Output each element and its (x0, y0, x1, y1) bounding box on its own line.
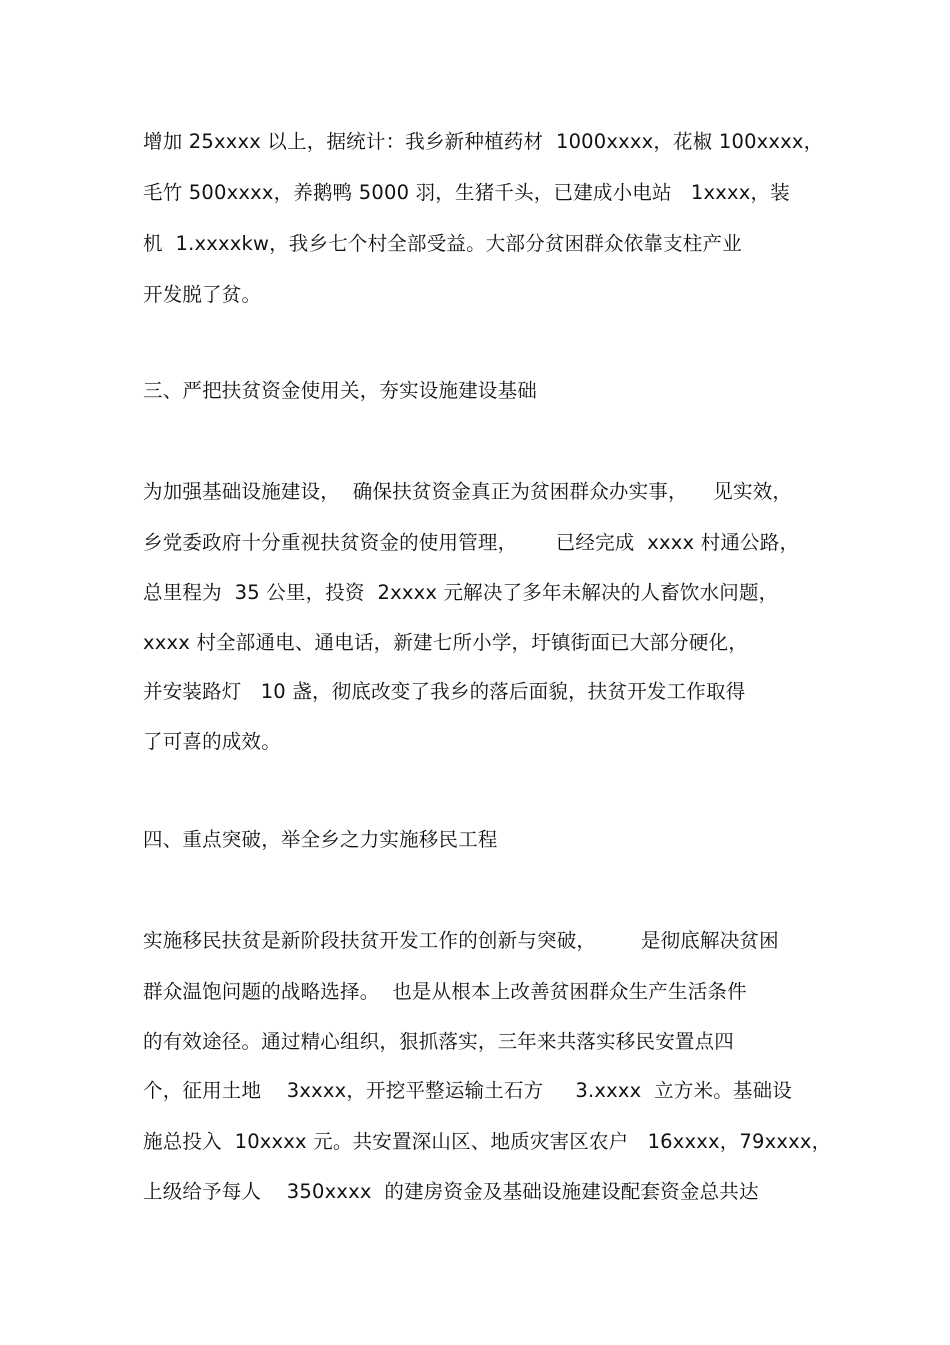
paragraph-3-line-3: 的有效途径。通过精心组织，狠抓落实，三年来共落实移民安置点四 (143, 1030, 735, 1053)
paragraph-2-line-6: 了可喜的成效。 (143, 730, 281, 753)
paragraph-3-line-4: 个，征用土地 3xxxx，开挖平整运输土石方 3.xxxx 立方米。基础设 (143, 1079, 793, 1102)
paragraph-2-line-5: 并安装路灯 10 盏，彻底改变了我乡的落后面貌，扶贫开发工作取得 (143, 680, 746, 703)
paragraph-1-line-4: 开发脱了贫。 (143, 283, 262, 306)
section-heading-3: 三、严把扶贫资金使用关，夯实设施建设基础 (143, 379, 538, 402)
paragraph-3-line-1: 实施移民扶贫是新阶段扶贫开发工作的创新与突破， 是彻底解决贫困 (143, 929, 779, 952)
paragraph-3-line-6: 上级给予每人 350xxxx 的建房资金及基础设施建设配套资金总共达 (143, 1180, 759, 1203)
paragraph-2-line-3: 总里程为 35 公里，投资 2xxxx 元解决了多年未解决的人畜饮水问题， (143, 581, 779, 604)
paragraph-3-line-5: 施总投入 10xxxx 元。共安置深山区、地质灾害区农户 16xxxx，79xxxx， (143, 1130, 832, 1153)
paragraph-1-line-2: 毛竹 500xxxx，养鹅鸭 5000 羽，生猪千头，已建成小电站 1xxxx，装 (143, 181, 790, 204)
paragraph-2-line-2: 乡党委政府十分重视扶贫资金的使用管理， 已经完成 xxxx 村通公路， (143, 531, 800, 554)
paragraph-3-line-2: 群众温饱问题的战略选择。 也是从根本上改善贫困群众生产生活条件 (143, 980, 747, 1003)
paragraph-2-line-4: xxxx 村全部通电、通电话，新建七所小学，圩镇街面已大部分硬化， (143, 631, 748, 654)
paragraph-1-line-3: 机 1.xxxxkw，我乡七个村全部受益。大部分贫困群众依靠支柱产业 (143, 232, 742, 255)
paragraph-1-line-1: 增加 25xxxx 以上，据统计：我乡新种植药材 1000xxxx，花椒 100xxxx， (143, 130, 824, 153)
paragraph-2-line-1: 为加强基础设施建设， 确保扶贫资金真正为贫困群众办实事， 见实效， (143, 480, 793, 503)
section-heading-4: 四、重点突破，举全乡之力实施移民工程 (143, 828, 498, 851)
